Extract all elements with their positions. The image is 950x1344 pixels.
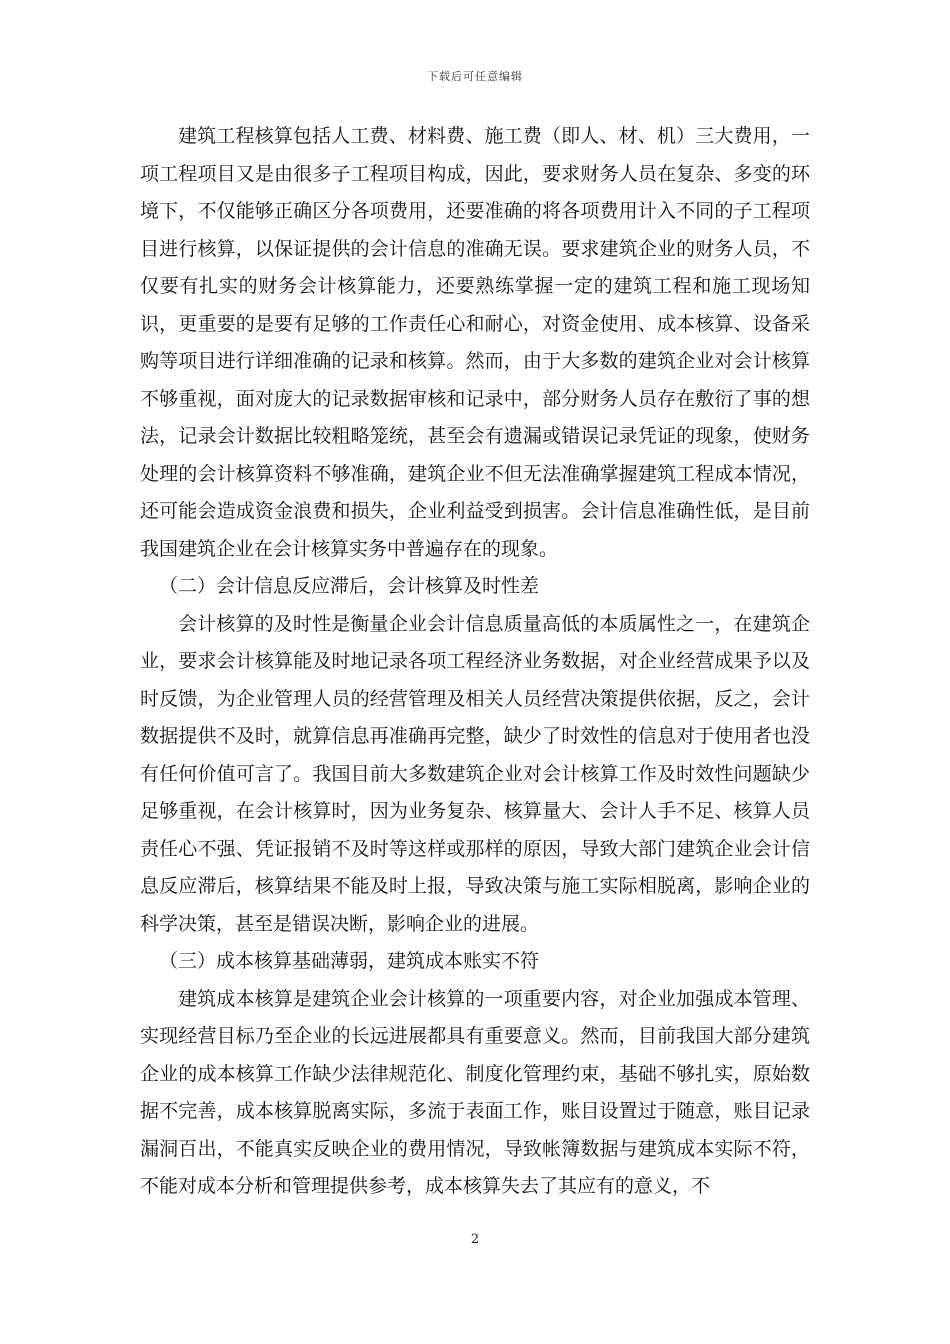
body-paragraph: 建筑成本核算是建筑企业会计核算的一项重要内容，对企业加强成本管理、实现经营目标乃至企业的长远进展都具有重要意义。然而，目前我国大部分建筑企业的成本核算工作缺少法律规范化、制度化管理约束，基础不够扎实，原始数据不完善，成本核算脱离实际，多流于表面工作，账目设置过于随意，账目记录漏洞百出，不能真实反映企业的费用情况，导致帐簿数据与建筑成本实际不符，不能对成本分析和管理提供参考，成本核算失去了其应有的意义，不 [140, 987, 810, 1197]
section-heading: （二）会计信息反应滞后，会计核算及时性差 [159, 575, 540, 597]
page-number: 2 [470, 1232, 480, 1247]
section-heading: （三）成本核算基础薄弱，建筑成本账实不符 [159, 950, 540, 972]
body-paragraph: 建筑工程核算包括人工费、材料费、施工费（即人、材、机）三大费用，一项工程项目又是由很多子工程项目构成，因此，要求财务人员在复杂、多变的环境下，不仅能够正确区分各项费用，还要准确的将各项费用计入不同的子工程项目进行核算，以保证提供的会计信息的准确无误。要求建筑企业的财务人员，不仅要有扎实的财务会计核算能力，还要熟练掌握一定的建筑工程和施工现场知识，更重要的是要有足够的工作责任心和耐心，对资金使用、成本核算、设备采购等项目进行详细准确的记录和核算。然而，由于大多数的建筑企业对会计核算不够重视，面对庞大的记录数据审核和记录中，部分财务人员存在敷衍了事的想法，记录会计数据比较粗略笼统，甚至会有遗漏或错误记录凭证的现象，使财务处理的会计核算资料不够准确，建筑企业不但无法准确掌握建筑工程成本情况，还可能会造成资金浪费和损失，企业利益受到损害。会计信息准确性低，是目前我国建筑企业在会计核算实务中普遍存在的现象。 [140, 125, 810, 560]
document-body [140, 118, 810, 1206]
body-paragraph: 会计核算的及时性是衡量企业会计信息质量高低的本质属性之一，在建筑企业，要求会计核算能及时地记录各项工程经济业务数据，对企业经营成果予以及时反馈，为企业管理人员的经营管理及相关人员经营决策提供依据，反之，会计数据提供不及时，就算信息再准确再完整，缺少了时效性的信息对于使用者也没有任何价值可言了。我国目前大多数建筑企业对会计核算工作及时效性问题缺少足够重视，在会计核算时，因为业务复杂、核算量大、会计人手不足、核算人员责任心不强、凭证报销不及时等这样或那样的原因，导致大部门建筑企业会计信息反应滞后，核算结果不能及时上报，导致决策与施工实际相脱离，影响企业的科学决策，甚至是错误决断，影响企业的进展。 [140, 612, 810, 935]
page-header: 下载后可任意编辑 [427, 70, 523, 83]
